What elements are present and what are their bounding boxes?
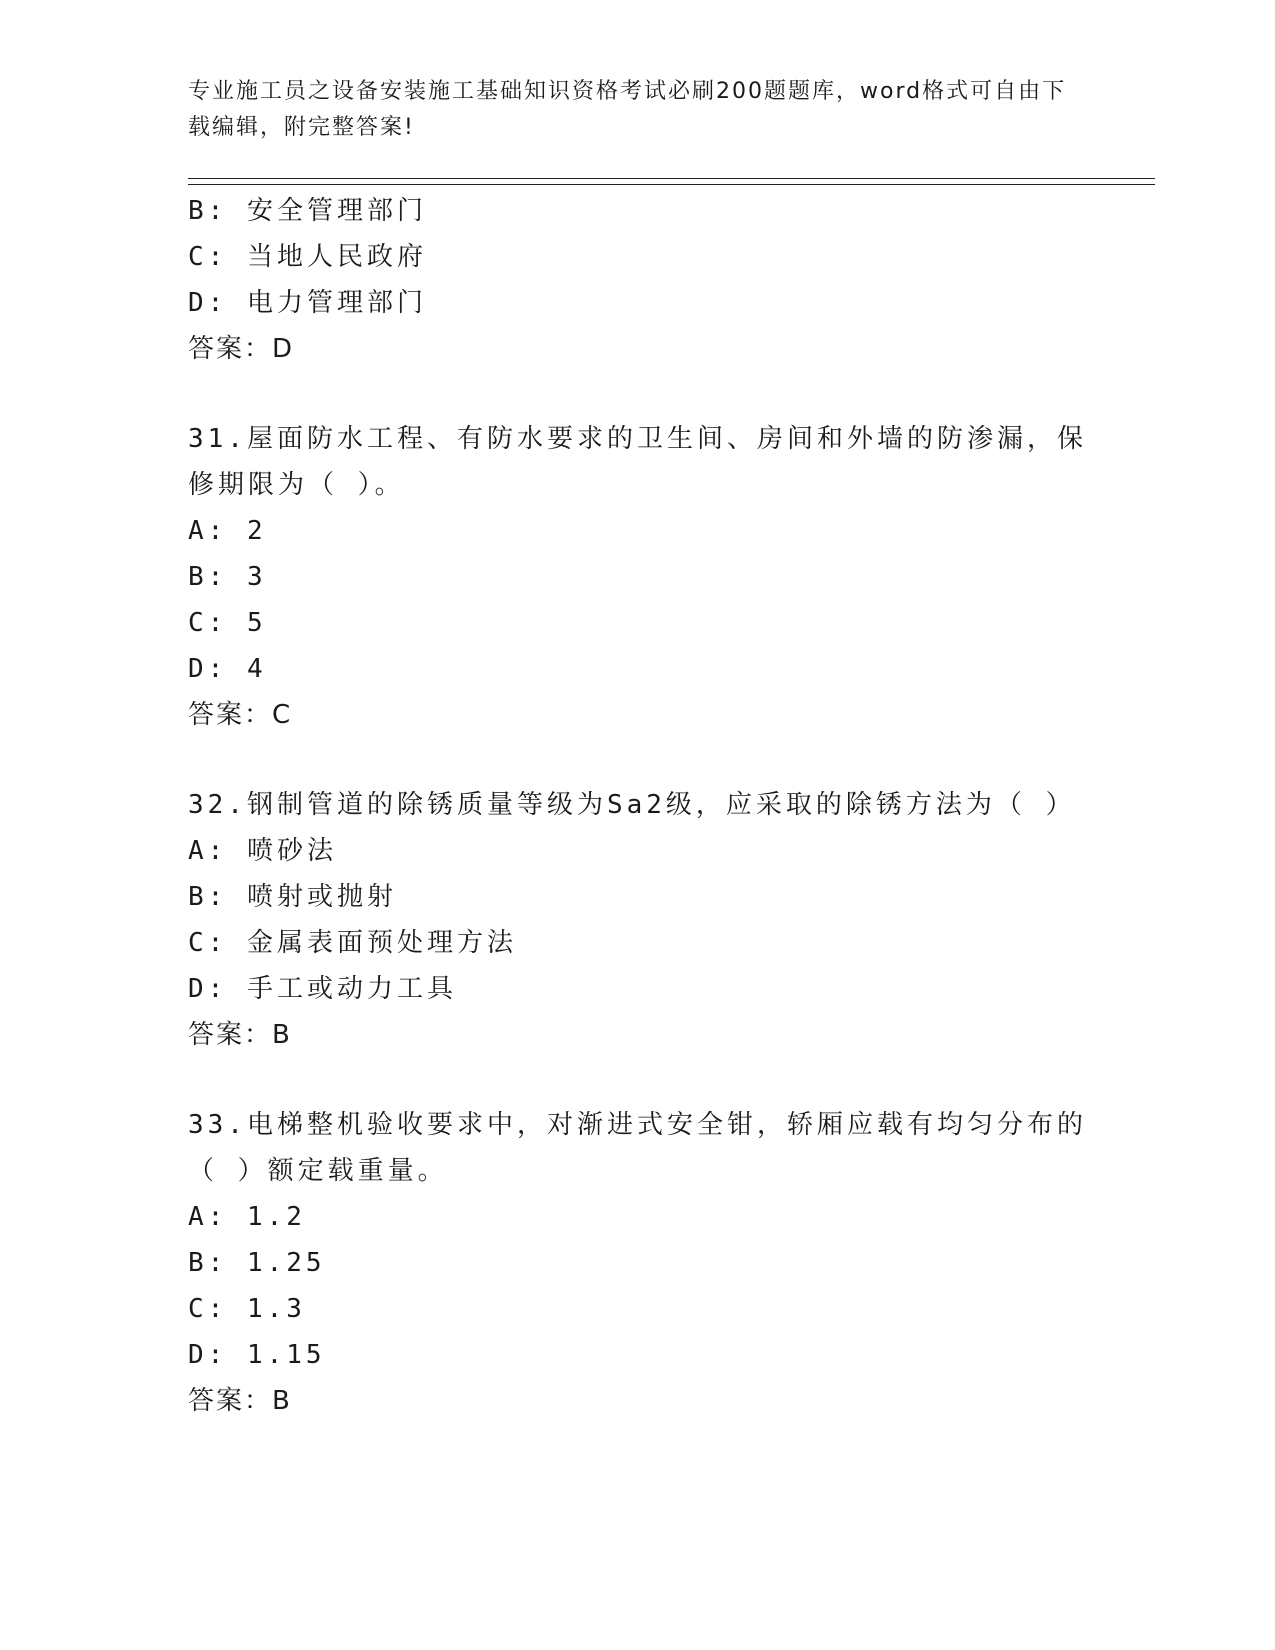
- answer-text: 答案：D: [188, 334, 295, 364]
- question-block-31: [188, 416, 1088, 738]
- option-b: B: 3: [188, 562, 267, 592]
- document-header: 专业施工员之设备安装施工基础知识资格考试必刷200题题库，word格式可自由下载编辑，附完整答案!: [188, 79, 1067, 140]
- question-block-30: [188, 188, 1088, 372]
- option-d: D: 1.15: [188, 1340, 326, 1370]
- question-block-33: [188, 1102, 1088, 1424]
- question-text: 32.钢制管道的除锈质量等级为Sa2级，应采取的除锈方法为（ ）: [188, 790, 1076, 820]
- option-a: A: 1.2: [188, 1202, 306, 1232]
- option-c: C: 5: [188, 608, 267, 638]
- option-d: D: 手工或动力工具: [188, 974, 457, 1004]
- option-c: C: 1.3: [188, 1294, 306, 1324]
- header-divider: [188, 178, 1155, 185]
- option-d: D: 电力管理部门: [188, 288, 427, 318]
- option-b: B: 1.25: [188, 1248, 326, 1278]
- question-block-32: [188, 782, 1088, 1058]
- option-b: B: 喷射或抛射: [188, 882, 397, 912]
- answer-text: 答案：C: [188, 700, 293, 730]
- answer-text: 答案：B: [188, 1386, 292, 1416]
- option-d: D: 4: [188, 654, 267, 684]
- option-c: C: 当地人民政府: [188, 242, 427, 272]
- question-text: 31.屋面防水工程、有防水要求的卫生间、房间和外墙的防渗漏，保修期限为（ ）。: [188, 424, 1087, 500]
- option-a: A: 2: [188, 516, 267, 546]
- option-b: B: 安全管理部门: [188, 196, 427, 226]
- answer-text: 答案：B: [188, 1020, 292, 1050]
- option-c: C: 金属表面预处理方法: [188, 928, 517, 958]
- option-a: A: 喷砂法: [188, 836, 337, 866]
- question-list: [188, 188, 1088, 1468]
- question-text: 33.电梯整机验收要求中，对渐进式安全钳，轿厢应载有均匀分布的（ ）额定载重量。: [188, 1110, 1087, 1186]
